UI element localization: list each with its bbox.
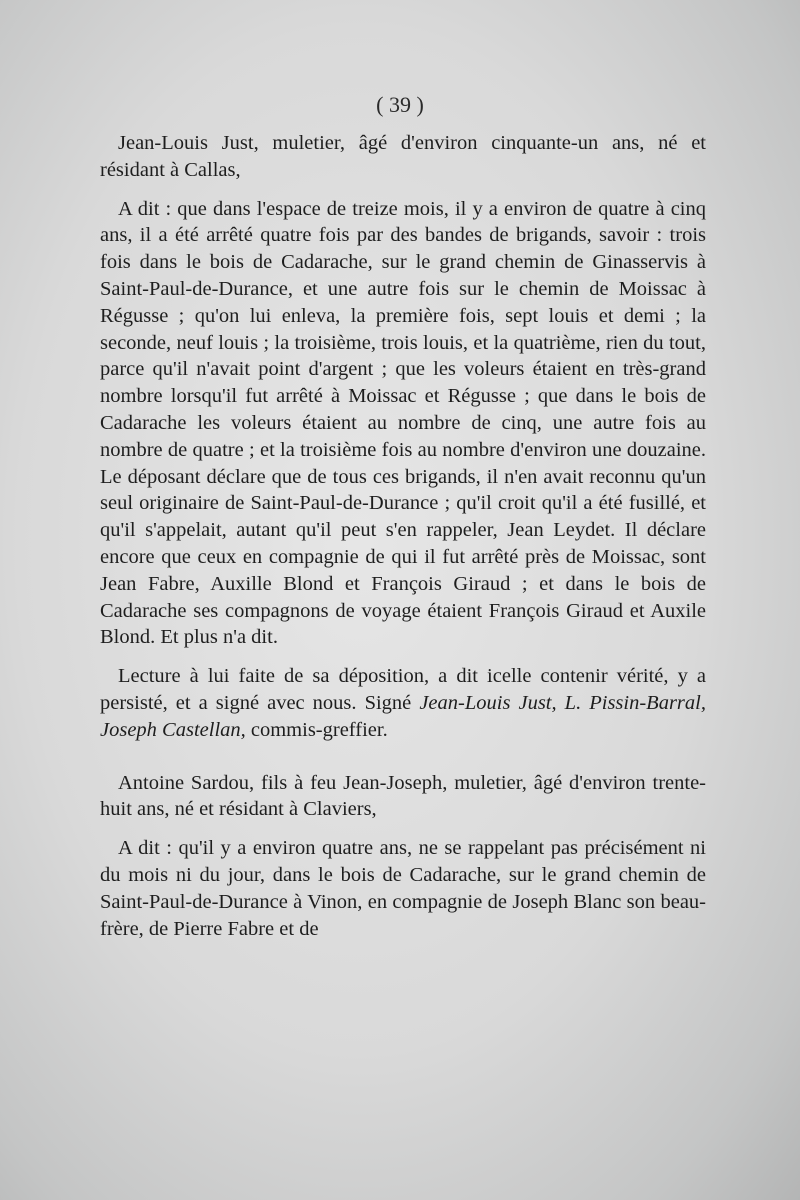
deposition-1-statement: A dit : que dans l'espace de treize mois, il y a environ de quatre à cinq ans, il a été arrêté quatre fois par des bandes de brigands, savoir : trois fois dans le bois de Cadarache, sur le grand chemin de Ginasservis à Saint-Paul-de-Durance, et une autre fois sur le chemin de Moissac à Régusse ; qu'on lui enleva, la première fois, sept louis et demi ; la seconde, neuf louis ; la troisième, trois louis, et la quatrième, rien du tout, parce qu'il n'avait point d'argent ; que les voleurs étaient en très-grand nombre lorsqu'il fut arrêté à Moissac et Régusse ; que dans le bois de Cadarache les voleurs étaient au nombre de cinq, une autre fois au nombre de quatre ; et la troisième fois au nombre d'environ une douzaine. Le déposant déclare que de tous ces brigands, il n'en avait reconnu qu'un seul originaire de Saint-Paul-de-Durance ; qu'il croit qu'il a été fusillé, et qu'il s'appelait, autant qu'il peut s'en rappeler, Jean Leydet. Il déclare encore que ceux en compagnie de qui il fut arrêté près de Moissac, sont Jean Fabre, Auxille Blond et François Giraud ; et dans le bois de Cadarache ses compagnons de voyage étaient François Giraud et Auxile Blond. Et plus n'a dit. xyxy=(100,197,706,649)
deposition-1-intro: Jean-Louis Just, muletier, âgé d'environ cinquante-un ans, né et résidant à Callas, xyxy=(100,132,706,181)
deposition-2-statement: A dit : qu'il y a environ quatre ans, ne se rappelant pas précisément ni du mois ni du jour, dans le bois de Cadarache, sur le grand chemin de Saint-Paul-de-Durance à Vinon, en compagnie de Joseph Blanc son beau-frère, de Pierre Fabre et de xyxy=(100,837,706,940)
reading-text: Lecture à lui faite de sa déposition, a dit icelle contenir vérité, y a persisté, et a signé avec nous. Signé xyxy=(100,665,706,714)
page-number: ( 39 ) xyxy=(376,92,424,117)
deposition-1-reading xyxy=(100,663,706,743)
clerk-title: commis-greffier. xyxy=(250,718,388,741)
body-text xyxy=(100,130,706,954)
deposition-2-intro: Antoine Sardou, fils à feu Jean-Joseph, muletier, âgé d'environ trente-huit ans, né et résidant à Claviers, xyxy=(100,771,706,821)
signatures: Jean-Louis Just, L. Pissin-Barral, Joseph Castellan, xyxy=(100,691,706,741)
